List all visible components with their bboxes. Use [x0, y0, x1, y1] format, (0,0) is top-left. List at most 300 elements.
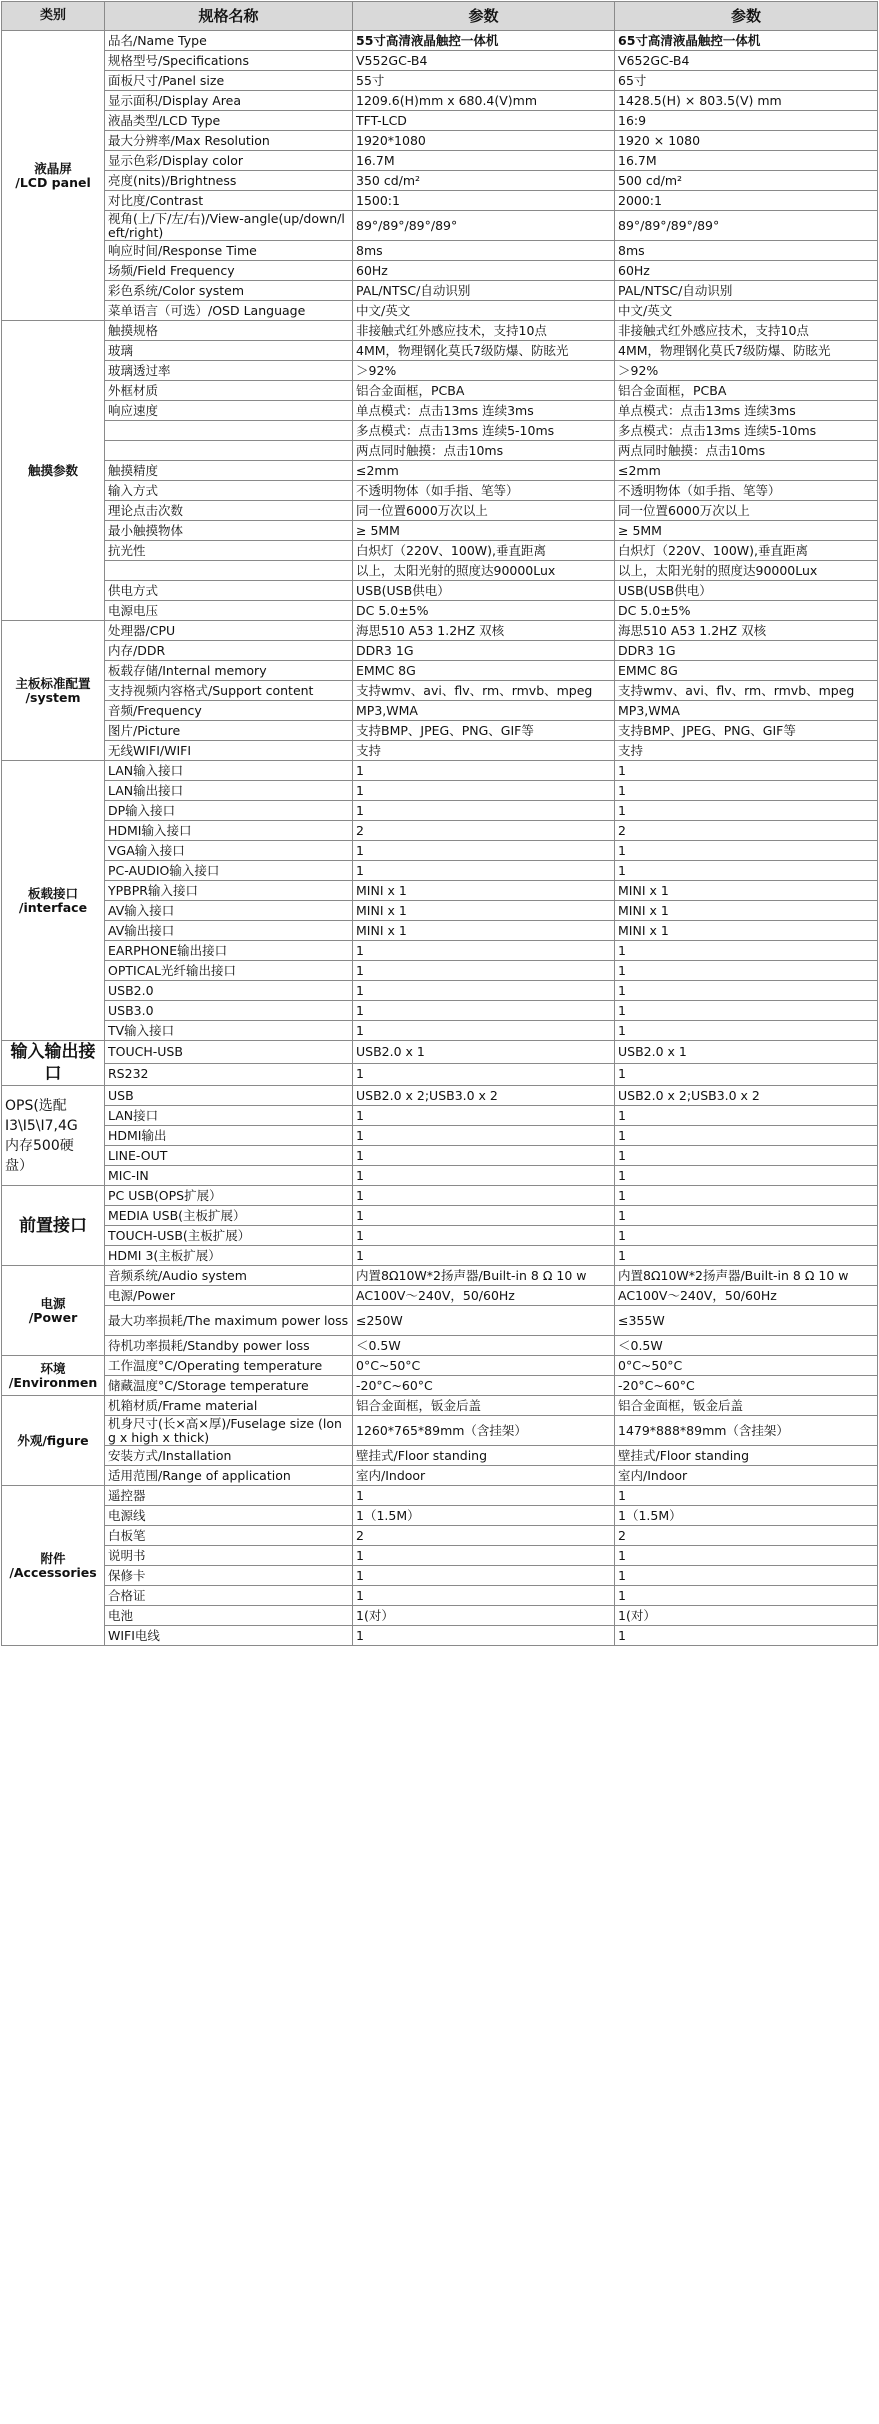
- table-row: [2, 1506, 878, 1526]
- table-row: [2, 361, 878, 381]
- value-65-cell: 1: [615, 1566, 878, 1586]
- spec-name-cell: 音频系统/Audio system: [105, 1266, 353, 1286]
- value-55-cell: 支持BMP、JPEG、PNG、GIF等: [353, 721, 615, 741]
- table-row: [2, 191, 878, 211]
- table-row: [2, 51, 878, 71]
- value-55-cell: 1920*1080: [353, 131, 615, 151]
- spec-name-cell: TOUCH-USB(主板扩展）: [105, 1226, 353, 1246]
- value-65-cell: 16:9: [615, 111, 878, 131]
- table-row: [2, 111, 878, 131]
- value-55-cell: 2: [353, 821, 615, 841]
- table-row: [2, 301, 878, 321]
- value-65-cell: 4MM，物理钢化莫氏7级防爆、防眩光: [615, 341, 878, 361]
- value-65-cell: 1: [615, 1166, 878, 1186]
- spec-body: [2, 31, 878, 1646]
- value-55-cell: 1: [353, 1226, 615, 1246]
- value-65-cell: V652GC-B4: [615, 51, 878, 71]
- spec-name-cell: 保修卡: [105, 1566, 353, 1586]
- value-65-cell: 1: [615, 1486, 878, 1506]
- value-65-cell: EMMC 8G: [615, 661, 878, 681]
- value-55-cell: ≤2mm: [353, 461, 615, 481]
- value-65-cell: 壁挂式/Floor standing: [615, 1446, 878, 1466]
- table-row: [2, 171, 878, 191]
- table-row: [2, 261, 878, 281]
- value-55-cell: 支持wmv、avi、flv、rm、rmvb、mpeg: [353, 681, 615, 701]
- category-cell: 输入输出接 口: [2, 1041, 105, 1086]
- table-row: [2, 381, 878, 401]
- value-65-cell: 1: [615, 981, 878, 1001]
- value-55-cell: DDR3 1G: [353, 641, 615, 661]
- value-55-cell: 1: [353, 1566, 615, 1586]
- table-row: [2, 71, 878, 91]
- table-row: [2, 241, 878, 261]
- table-row: [2, 501, 878, 521]
- value-55-cell: 1: [353, 981, 615, 1001]
- table-row: [2, 1041, 878, 1064]
- value-65-cell: 不透明物体（如手指、笔等）: [615, 481, 878, 501]
- value-55-cell: 内置8Ω10W*2扬声器/Built-in 8 Ω 10 w: [353, 1266, 615, 1286]
- value-65-cell: 1428.5(H) × 803.5(V) mm: [615, 91, 878, 111]
- table-row: [2, 661, 878, 681]
- spec-name-cell: 视角(上/下/左/右)/View-angle(up/down/left/right): [105, 211, 353, 241]
- header-spec-name: 规格名称: [105, 2, 353, 31]
- value-65-cell: DDR3 1G: [615, 641, 878, 661]
- spec-name-cell: LAN接口: [105, 1106, 353, 1126]
- value-55-cell: 1500:1: [353, 191, 615, 211]
- table-row: [2, 581, 878, 601]
- value-55-cell: V552GC-B4: [353, 51, 615, 71]
- spec-name-cell: 规格型号/Specifications: [105, 51, 353, 71]
- table-row: [2, 151, 878, 171]
- spec-name-cell: 响应速度: [105, 401, 353, 421]
- table-row: [2, 1126, 878, 1146]
- spec-name-cell: 玻璃: [105, 341, 353, 361]
- value-55-cell: 8ms: [353, 241, 615, 261]
- spec-name-cell: 安装方式/Installation: [105, 1446, 353, 1466]
- table-row: [2, 281, 878, 301]
- value-55-cell: MP3,WMA: [353, 701, 615, 721]
- value-65-cell: 60Hz: [615, 261, 878, 281]
- value-55-cell: 16.7M: [353, 151, 615, 171]
- spec-name-cell: [105, 561, 353, 581]
- table-row: [2, 781, 878, 801]
- spec-name-cell: TOUCH-USB: [105, 1041, 353, 1064]
- value-65-cell: 1（1.5M）: [615, 1506, 878, 1526]
- spec-name-cell: 触摸精度: [105, 461, 353, 481]
- spec-name-cell: PC USB(OPS扩展）: [105, 1186, 353, 1206]
- value-65-cell: 海思510 A53 1.2HZ 双核: [615, 621, 878, 641]
- spec-name-cell: WIFI电线: [105, 1626, 353, 1646]
- table-row: [2, 1206, 878, 1226]
- spec-name-cell: 彩色系统/Color system: [105, 281, 353, 301]
- value-65-cell: 1: [615, 861, 878, 881]
- table-row: [2, 1376, 878, 1396]
- spec-name-cell: 触摸规格: [105, 321, 353, 341]
- table-row: [2, 211, 878, 241]
- value-55-cell: ＞92%: [353, 361, 615, 381]
- spec-name-cell: 外框材质: [105, 381, 353, 401]
- value-55-cell: 两点同时触摸：点击10ms: [353, 441, 615, 461]
- value-55-cell: 0°C~50°C: [353, 1356, 615, 1376]
- table-row: [2, 1166, 878, 1186]
- value-65-cell: 1: [615, 1001, 878, 1021]
- table-row: [2, 1566, 878, 1586]
- spec-name-cell: 输入方式: [105, 481, 353, 501]
- value-55-cell: 1: [353, 1001, 615, 1021]
- spec-name-cell: EARPHONE输出接口: [105, 941, 353, 961]
- table-row: [2, 1396, 878, 1416]
- value-65-cell: 白炽灯（220V、100W),垂直距离: [615, 541, 878, 561]
- value-55-cell: MINI x 1: [353, 901, 615, 921]
- category-cell: 外观/figure: [2, 1396, 105, 1486]
- spec-name-cell: 图片/Picture: [105, 721, 353, 741]
- table-row: [2, 941, 878, 961]
- spec-name-cell: TV输入接口: [105, 1021, 353, 1041]
- spec-name-cell: VGA输入接口: [105, 841, 353, 861]
- table-row: [2, 1063, 878, 1086]
- table-row: [2, 31, 878, 51]
- value-65-cell: 1: [615, 761, 878, 781]
- table-row: [2, 1146, 878, 1166]
- value-65-cell: 两点同时触摸：点击10ms: [615, 441, 878, 461]
- table-row: [2, 461, 878, 481]
- value-65-cell: USB(USB供电）: [615, 581, 878, 601]
- table-row: [2, 1626, 878, 1646]
- table-row: [2, 1306, 878, 1336]
- spec-name-cell: 电池: [105, 1606, 353, 1626]
- spec-name-cell: AV输入接口: [105, 901, 353, 921]
- table-row: [2, 981, 878, 1001]
- spec-name-cell: 说明书: [105, 1546, 353, 1566]
- spec-name-cell: 最大分辨率/Max Resolution: [105, 131, 353, 151]
- spec-name-cell: 菜单语言（可选）/OSD Language: [105, 301, 353, 321]
- table-row: [2, 1466, 878, 1486]
- table-row: [2, 1286, 878, 1306]
- value-55-cell: 1: [353, 1626, 615, 1646]
- value-55-cell: ≥ 5MM: [353, 521, 615, 541]
- table-row: [2, 901, 878, 921]
- value-65-cell: 1: [615, 781, 878, 801]
- value-65-cell: 1: [615, 1126, 878, 1146]
- value-55-cell: 单点模式：点击13ms 连续3ms: [353, 401, 615, 421]
- value-55-cell: 1: [353, 1206, 615, 1226]
- value-65-cell: 8ms: [615, 241, 878, 261]
- value-65-cell: 2: [615, 1526, 878, 1546]
- value-65-cell: AC100V～240V，50/60Hz: [615, 1286, 878, 1306]
- value-55-cell: 1(对）: [353, 1606, 615, 1626]
- value-65-cell: MINI x 1: [615, 901, 878, 921]
- table-row: [2, 641, 878, 661]
- spec-name-cell: USB3.0: [105, 1001, 353, 1021]
- table-row: [2, 1526, 878, 1546]
- value-65-cell: 1: [615, 1226, 878, 1246]
- value-55-cell: 89°/89°/89°/89°: [353, 211, 615, 241]
- value-55-cell: 1: [353, 961, 615, 981]
- spec-name-cell: 无线WIFI/WIFI: [105, 741, 353, 761]
- value-65-cell: 铝合金面框，钣金后盖: [615, 1396, 878, 1416]
- table-row: [2, 91, 878, 111]
- value-65-cell: 室内/Indoor: [615, 1466, 878, 1486]
- value-65-cell: 1: [615, 961, 878, 981]
- value-55-cell: 不透明物体（如手指、笔等）: [353, 481, 615, 501]
- table-row: [2, 701, 878, 721]
- spec-name-cell: 遥控器: [105, 1486, 353, 1506]
- table-row: [2, 441, 878, 461]
- table-row: [2, 681, 878, 701]
- table-row: [2, 601, 878, 621]
- value-65-cell: 1: [615, 1546, 878, 1566]
- value-55-cell: 铝合金面框，钣金后盖: [353, 1396, 615, 1416]
- value-65-cell: 1920 × 1080: [615, 131, 878, 151]
- value-55-cell: 1: [353, 781, 615, 801]
- spec-name-cell: [105, 441, 353, 461]
- spec-name-cell: 电源/Power: [105, 1286, 353, 1306]
- value-55-cell: 1（1.5M）: [353, 1506, 615, 1526]
- category-cell: 附件 /Accessories: [2, 1486, 105, 1646]
- value-55-cell: USB2.0 x 2;USB3.0 x 2: [353, 1086, 615, 1106]
- category-cell: OPS(选配 I3\I5\I7,4G 内存500硬 盘）: [2, 1086, 105, 1186]
- value-55-cell: 1: [353, 1586, 615, 1606]
- spec-name-cell: 供电方式: [105, 581, 353, 601]
- value-65-cell: 非接触式红外感应技术，支持10点: [615, 321, 878, 341]
- spec-table: [1, 1, 878, 1646]
- value-55-cell: MINI x 1: [353, 881, 615, 901]
- table-row: [2, 541, 878, 561]
- value-55-cell: PAL/NTSC/自动识别: [353, 281, 615, 301]
- value-65-cell: 0°C~50°C: [615, 1356, 878, 1376]
- value-55-cell: 1260*765*89mm（含挂架）: [353, 1416, 615, 1446]
- category-cell: 电源 /Power: [2, 1266, 105, 1356]
- spec-name-cell: 液晶类型/LCD Type: [105, 111, 353, 131]
- table-row: [2, 1486, 878, 1506]
- value-65-cell: 支持wmv、avi、flv、rm、rmvb、mpeg: [615, 681, 878, 701]
- table-row: [2, 521, 878, 541]
- value-65-cell: 500 cd/m²: [615, 171, 878, 191]
- spec-name-cell: USB2.0: [105, 981, 353, 1001]
- table-row: [2, 1001, 878, 1021]
- spec-name-cell: 合格证: [105, 1586, 353, 1606]
- value-65-cell: USB2.0 x 2;USB3.0 x 2: [615, 1086, 878, 1106]
- spec-name-cell: 板载存储/Internal memory: [105, 661, 353, 681]
- value-55-cell: 铝合金面框，PCBA: [353, 381, 615, 401]
- spec-name-cell: 机身尺寸(长×高×厚)/Fuselage size (long x high x thick): [105, 1416, 353, 1446]
- header-param-55: 参数: [353, 2, 615, 31]
- table-row: [2, 1266, 878, 1286]
- spec-name-cell: 储藏温度°C/Storage temperature: [105, 1376, 353, 1396]
- table-row: [2, 1336, 878, 1356]
- table-row: [2, 821, 878, 841]
- value-55-cell: 4MM，物理钢化莫氏7级防爆、防眩光: [353, 341, 615, 361]
- value-65-cell: MP3,WMA: [615, 701, 878, 721]
- spec-name-cell: 处理器/CPU: [105, 621, 353, 641]
- table-row: [2, 321, 878, 341]
- spec-name-cell: DP输入接口: [105, 801, 353, 821]
- value-65-cell: 1: [615, 1626, 878, 1646]
- spec-name-cell: MIC-IN: [105, 1166, 353, 1186]
- value-55-cell: 55寸高清液晶触控一体机: [353, 31, 615, 51]
- value-55-cell: 60Hz: [353, 261, 615, 281]
- value-65-cell: 1: [615, 1186, 878, 1206]
- value-55-cell: 非接触式红外感应技术，支持10点: [353, 321, 615, 341]
- value-65-cell: 多点模式：点击13ms 连续5-10ms: [615, 421, 878, 441]
- table-row: [2, 341, 878, 361]
- table-row: [2, 1356, 878, 1376]
- spec-name-cell: RS232: [105, 1063, 353, 1086]
- value-55-cell: 55寸: [353, 71, 615, 91]
- spec-name-cell: 场频/Field Frequency: [105, 261, 353, 281]
- value-55-cell: 2: [353, 1526, 615, 1546]
- value-55-cell: 中文/英文: [353, 301, 615, 321]
- value-65-cell: 单点模式：点击13ms 连续3ms: [615, 401, 878, 421]
- value-65-cell: 1(对）: [615, 1606, 878, 1626]
- spec-name-cell: 待机功率损耗/Standby power loss: [105, 1336, 353, 1356]
- table-row: [2, 401, 878, 421]
- spec-name-cell: 面板尺寸/Panel size: [105, 71, 353, 91]
- table-row: [2, 481, 878, 501]
- value-55-cell: 1: [353, 761, 615, 781]
- table-row: [2, 1021, 878, 1041]
- spec-name-cell: 适用范围/Range of application: [105, 1466, 353, 1486]
- table-row: [2, 921, 878, 941]
- spec-name-cell: 工作温度°C/Operating temperature: [105, 1356, 353, 1376]
- category-cell: 板载接口 /interface: [2, 761, 105, 1041]
- value-55-cell: 1209.6(H)mm x 680.4(V)mm: [353, 91, 615, 111]
- value-55-cell: 1: [353, 1063, 615, 1086]
- value-65-cell: 65寸高清液晶触控一体机: [615, 31, 878, 51]
- spec-name-cell: 响应时间/Response Time: [105, 241, 353, 261]
- value-55-cell: 1: [353, 1146, 615, 1166]
- value-65-cell: -20°C~60°C: [615, 1376, 878, 1396]
- spec-name-cell: PC-AUDIO输入接口: [105, 861, 353, 881]
- value-55-cell: 多点模式：点击13ms 连续5-10ms: [353, 421, 615, 441]
- value-55-cell: DC 5.0±5%: [353, 601, 615, 621]
- table-row: [2, 741, 878, 761]
- table-row: [2, 1086, 878, 1106]
- spec-name-cell: 白板笔: [105, 1526, 353, 1546]
- spec-name-cell: 理论点击次数: [105, 501, 353, 521]
- value-65-cell: 1: [615, 841, 878, 861]
- spec-name-cell: LAN输出接口: [105, 781, 353, 801]
- table-row: [2, 961, 878, 981]
- spec-name-cell: 对比度/Contrast: [105, 191, 353, 211]
- spec-name-cell: 电源线: [105, 1506, 353, 1526]
- header-param-65: 参数: [615, 2, 878, 31]
- spec-name-cell: 显示色彩/Display color: [105, 151, 353, 171]
- value-55-cell: 1: [353, 801, 615, 821]
- value-65-cell: MINI x 1: [615, 881, 878, 901]
- spec-name-cell: LINE-OUT: [105, 1146, 353, 1166]
- value-65-cell: 16.7M: [615, 151, 878, 171]
- value-55-cell: 壁挂式/Floor standing: [353, 1446, 615, 1466]
- value-65-cell: PAL/NTSC/自动识别: [615, 281, 878, 301]
- value-65-cell: 2: [615, 821, 878, 841]
- value-65-cell: 1479*888*89mm（含挂架）: [615, 1416, 878, 1446]
- value-65-cell: 同一位置6000万次以上: [615, 501, 878, 521]
- spec-name-cell: LAN输入接口: [105, 761, 353, 781]
- header-row: [2, 2, 878, 31]
- spec-name-cell: USB: [105, 1086, 353, 1106]
- value-65-cell: 1: [615, 1206, 878, 1226]
- value-65-cell: 1: [615, 1021, 878, 1041]
- value-55-cell: 1: [353, 1166, 615, 1186]
- value-65-cell: USB2.0 x 1: [615, 1041, 878, 1064]
- spec-name-cell: 支持视频内容格式/Support content: [105, 681, 353, 701]
- spec-name-cell: 电源电压: [105, 601, 353, 621]
- value-55-cell: 1: [353, 1126, 615, 1146]
- spec-name-cell: 品名/Name Type: [105, 31, 353, 51]
- table-row: [2, 721, 878, 741]
- table-row: [2, 621, 878, 641]
- value-55-cell: 支持: [353, 741, 615, 761]
- value-55-cell: ＜0.5W: [353, 1336, 615, 1356]
- value-65-cell: 1: [615, 1106, 878, 1126]
- table-row: [2, 761, 878, 781]
- spec-name-cell: HDMI 3(主板扩展）: [105, 1246, 353, 1266]
- value-55-cell: -20°C~60°C: [353, 1376, 615, 1396]
- table-row: [2, 1546, 878, 1566]
- spec-name-cell: 最小触摸物体: [105, 521, 353, 541]
- value-65-cell: 1: [615, 801, 878, 821]
- value-55-cell: 1: [353, 1106, 615, 1126]
- header-category: 类别: [2, 2, 105, 31]
- category-cell: 主板标准配置 /system: [2, 621, 105, 761]
- value-65-cell: 1: [615, 1063, 878, 1086]
- value-55-cell: 350 cd/m²: [353, 171, 615, 191]
- value-65-cell: DC 5.0±5%: [615, 601, 878, 621]
- spec-name-cell: 最大功率损耗/The maximum power loss: [105, 1306, 353, 1336]
- spec-name-cell: 亮度(nits)/Brightness: [105, 171, 353, 191]
- value-65-cell: 铝合金面框，PCBA: [615, 381, 878, 401]
- table-row: [2, 1416, 878, 1446]
- value-65-cell: 1: [615, 1246, 878, 1266]
- table-row: [2, 561, 878, 581]
- value-55-cell: 1: [353, 1246, 615, 1266]
- spec-name-cell: YPBPR输入接口: [105, 881, 353, 901]
- value-65-cell: ≥ 5MM: [615, 521, 878, 541]
- value-65-cell: 支持BMP、JPEG、PNG、GIF等: [615, 721, 878, 741]
- value-55-cell: 室内/Indoor: [353, 1466, 615, 1486]
- value-55-cell: 1: [353, 841, 615, 861]
- spec-name-cell: 玻璃透过率: [105, 361, 353, 381]
- value-55-cell: MINI x 1: [353, 921, 615, 941]
- value-55-cell: 同一位置6000万次以上: [353, 501, 615, 521]
- value-55-cell: USB(USB供电）: [353, 581, 615, 601]
- table-row: [2, 801, 878, 821]
- value-55-cell: TFT-LCD: [353, 111, 615, 131]
- value-65-cell: 1: [615, 941, 878, 961]
- category-cell: 前置接口: [2, 1186, 105, 1266]
- value-65-cell: 65寸: [615, 71, 878, 91]
- spec-name-cell: HDMI输入接口: [105, 821, 353, 841]
- category-cell: 触摸参数: [2, 321, 105, 621]
- table-row: [2, 1586, 878, 1606]
- value-55-cell: USB2.0 x 1: [353, 1041, 615, 1064]
- value-65-cell: 内置8Ω10W*2扬声器/Built-in 8 Ω 10 w: [615, 1266, 878, 1286]
- table-row: [2, 131, 878, 151]
- value-55-cell: 1: [353, 941, 615, 961]
- table-row: [2, 1246, 878, 1266]
- value-65-cell: 支持: [615, 741, 878, 761]
- table-row: [2, 1106, 878, 1126]
- spec-name-cell: 机箱材质/Frame material: [105, 1396, 353, 1416]
- table-row: [2, 881, 878, 901]
- spec-name-cell: MEDIA USB(主板扩展）: [105, 1206, 353, 1226]
- value-55-cell: 白炽灯（220V、100W),垂直距离: [353, 541, 615, 561]
- value-55-cell: 1: [353, 1186, 615, 1206]
- value-65-cell: 89°/89°/89°/89°: [615, 211, 878, 241]
- table-row: [2, 421, 878, 441]
- value-65-cell: ≤355W: [615, 1306, 878, 1336]
